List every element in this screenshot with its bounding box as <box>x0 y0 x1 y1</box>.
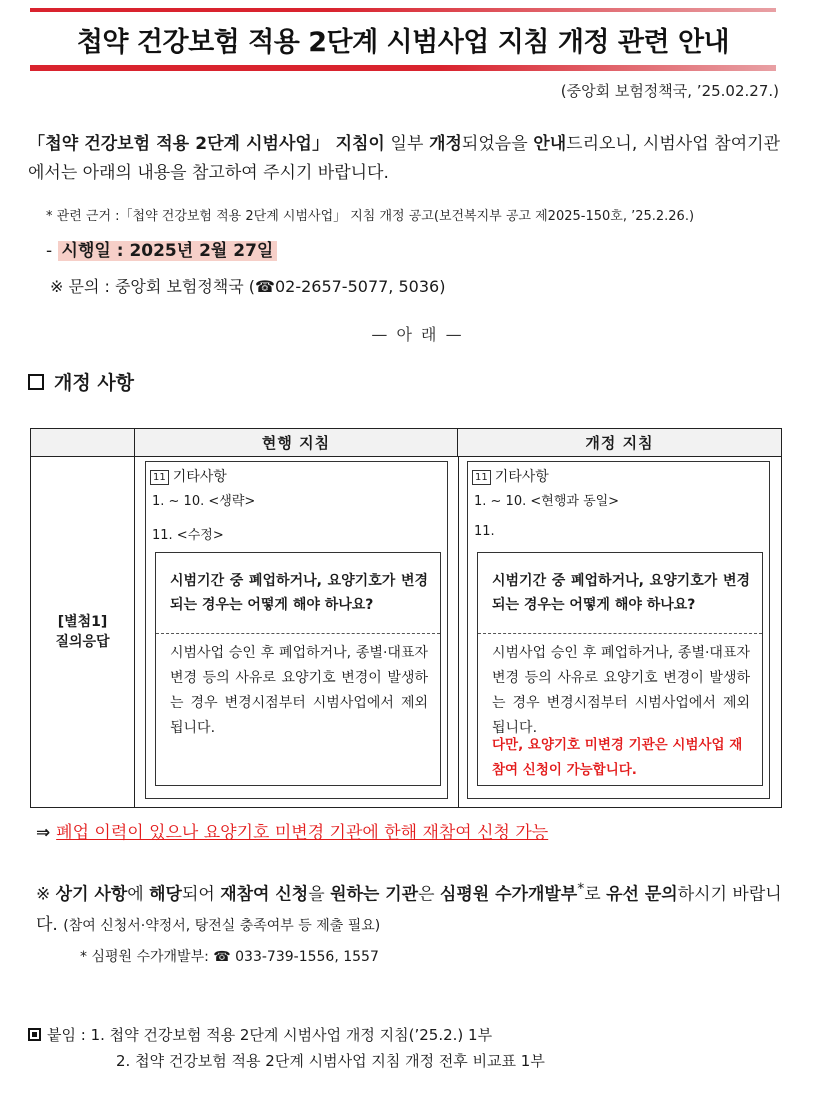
note-b3: 재참여 신청 <box>220 884 309 905</box>
comparison-table <box>30 428 782 808</box>
legal-basis: * 관련 근거 :「첩약 건강보험 적용 2단계 시범사업」 지침 개정 공고(보건복지부 공고 제2025-150호, ’25.2.26.) <box>46 209 695 224</box>
section-number-box: 11 <box>150 470 169 485</box>
column-header-current: 현행 지침 <box>135 429 458 457</box>
revised-qa-box <box>477 552 763 786</box>
intro-text-2: 일부 <box>384 134 430 154</box>
attachment-label: 붙임 : <box>47 1026 91 1044</box>
note-t5: 로 <box>584 884 607 905</box>
current-line-1: 1. ~ 10. <생략> <box>152 494 256 509</box>
current-question: 시범기간 중 폐업하거나, 요양기호가 변경되는 경우는 어떻게 해야 하나요? <box>170 573 428 613</box>
intro-bold-3: 개정 <box>429 134 462 154</box>
note-t2: 되어 <box>181 884 221 905</box>
inquiry-line: ※ 문의 : 중앙회 보험정책국 (☎02-2657-5077, 5036) <box>50 277 446 296</box>
qa-dashed-divider <box>156 633 440 634</box>
attachment-item-2: 2. 첩약 건강보험 적용 2단계 시범사업 지침 개정 전후 비교표 1부 <box>116 1052 545 1070</box>
current-head-text: 기타사항 <box>172 469 227 485</box>
intro-bold-5: 안내 <box>533 134 567 154</box>
revised-guideline-panel <box>467 461 770 799</box>
attachments <box>28 1022 545 1074</box>
intro-paragraph <box>28 130 780 188</box>
note-t6: 하시기 바랍니다. <box>36 884 782 935</box>
section-title: 개정 사항 <box>54 372 135 394</box>
note-b4: 원하는 기관 <box>330 884 419 905</box>
summary-text: 폐업 이력이 있으나 요양기호 미변경 기관에 한해 재참여 신청 가능 <box>56 823 549 843</box>
qa-dashed-divider <box>478 633 762 634</box>
effective-date <box>46 236 277 261</box>
table-corner-cell <box>31 429 135 457</box>
filled-square-icon <box>28 1028 41 1041</box>
row-label <box>31 457 135 807</box>
right-arrow-icon: ⇒ <box>36 823 51 843</box>
title-bottom-rule <box>30 65 776 71</box>
note-b1: 상기 사항 <box>55 884 128 905</box>
current-qa-box <box>155 552 441 786</box>
checkbox-square-icon <box>28 374 44 390</box>
section-number-box: 11 <box>472 470 491 485</box>
reapply-note <box>36 874 782 941</box>
attachment-row-1 <box>28 1022 545 1048</box>
revised-line-2: 11. <box>474 524 495 539</box>
revised-line-1: 1. ~ 10. <현행과 동일> <box>474 494 620 509</box>
note-small: (참여 신청서·약정서, 탕전실 충족여부 등 제출 필요) <box>63 917 381 934</box>
title-banner <box>30 8 776 71</box>
note-t3: 을 <box>308 884 331 905</box>
effective-date-label: 시행일 : 2025년 2월 27일 <box>58 241 278 261</box>
revised-answer: 시범사업 승인 후 폐업하거나, 종별·대표자 변경 등의 사유로 요양기호 변경이 발생하는 경우 변경시점부터 시범사업에서 제외됩니다. <box>492 645 750 736</box>
current-answer: 시범사업 승인 후 폐업하거나, 종별·대표자 변경 등의 사유로 요양기호 변경이 발생하는 경우 변경시점부터 시범사업에서 제외됩니다. <box>170 645 428 736</box>
summary-arrow-line <box>36 818 548 843</box>
page-title: 첩약 건강보험 적용 2단계 시범사업 지침 개정 관련 안내 <box>76 27 730 58</box>
row-label-line2: 질의응답 <box>55 634 110 650</box>
note-mark: ※ <box>36 884 56 905</box>
row-label-line1: [별첨1] <box>57 614 108 630</box>
section-heading <box>28 368 134 395</box>
effective-prefix: - <box>46 241 58 261</box>
note-footnote-mark: * <box>577 881 585 897</box>
source-line: (중앙회 보험정책국, ’25.02.27.) <box>560 82 779 100</box>
current-guideline-panel <box>145 461 448 799</box>
column-header-revised: 개정 지침 <box>458 429 781 457</box>
note-t1: 에 <box>127 884 150 905</box>
current-section-heading <box>150 466 227 486</box>
revised-section-heading <box>472 466 549 486</box>
note-b6: 유선 문의 <box>606 884 678 905</box>
current-line-2: 11. <수정> <box>152 528 224 543</box>
intro-text-6: 드리오니, 시범사업 참여기관에서는 아래의 내용을 참고하여 주시기 바랍니다. <box>28 134 780 183</box>
attachment-item-1: 1. 첩약 건강보험 적용 2단계 시범사업 개정 지침(’25.2.) 1부 <box>90 1026 493 1044</box>
revised-head-text: 기타사항 <box>494 469 549 485</box>
revised-answer-addition: 다만, 요양기호 미변경 기관은 시범사업 재참여 신청이 가능합니다. <box>492 737 743 778</box>
intro-text-4: 되었음을 <box>461 134 534 154</box>
intro-bold-1: 「첩약 건강보험 적용 2단계 시범사업」 지침이 <box>28 134 385 154</box>
revised-question: 시범기간 중 폐업하거나, 요양기호가 변경되는 경우는 어떻게 해야 하나요? <box>492 573 750 613</box>
column-separator <box>458 457 459 807</box>
contact-line: * 심평원 수가개발부: ☎ 033-739-1556, 1557 <box>80 949 379 965</box>
note-b5: 심평원 수가개발부 <box>439 884 578 905</box>
note-t4: 은 <box>418 884 440 905</box>
below-divider: — 아 래 — <box>371 325 464 344</box>
note-b2: 해당 <box>149 884 182 905</box>
